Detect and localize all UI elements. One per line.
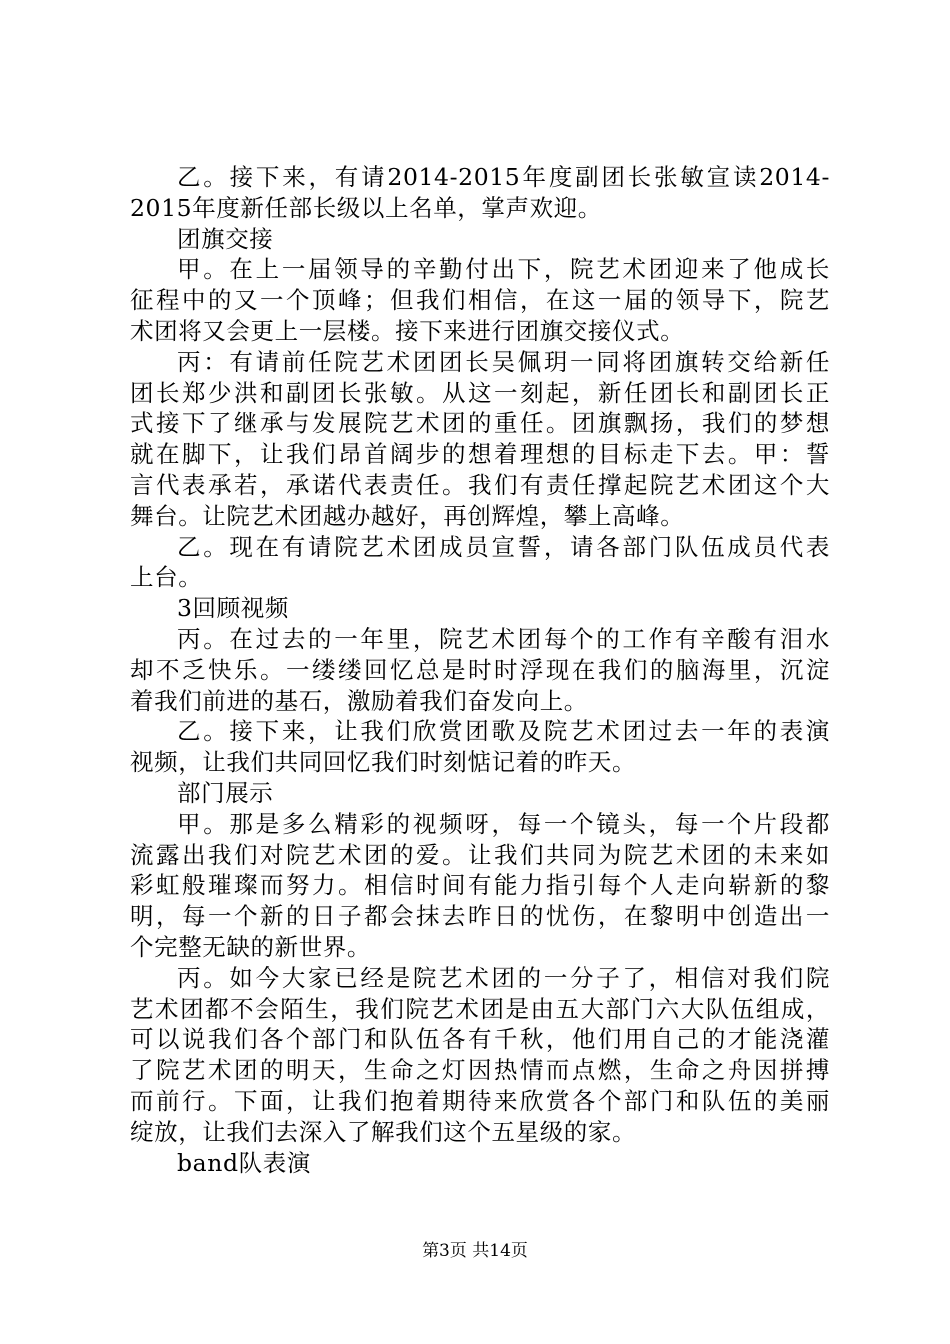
paragraph-line: 征程中的又一个顶峰；但我们相信，在这一届的领导下，院艺 (130, 286, 830, 315)
paragraph-line: 乙。接下来，让我们欣赏团歌及院艺术团过去一年的表演 (177, 717, 830, 746)
paragraph-line: 个完整无缺的新世界。 (130, 932, 371, 961)
paragraph-line: 就在脚下，让我们昂首阔步的想着理想的目标走下去。甲：誓 (130, 440, 830, 469)
section-heading: 3回顾视频 (177, 594, 289, 623)
paragraph-line: 2015年度新任部长级以上名单，掌声欢迎。 (130, 193, 602, 222)
paragraph-line: 而前行。下面，让我们抱着期待来欣赏各个部门和队伍的美丽 (130, 1086, 830, 1115)
paragraph-line: 明，每一个新的日子都会抹去昨日的忧伤，在黎明中创造出一 (130, 902, 830, 931)
paragraph-line: 流露出我们对院艺术团的爱。让我们共同为院艺术团的未来如 (130, 840, 830, 869)
paragraph-line: 丙：有请前任院艺术团团长吴佩玥一同将团旗转交给新任 (177, 347, 830, 376)
page-footer: 第3页 共14页 (422, 1241, 528, 1261)
document-body (130, 162, 830, 1178)
paragraph-line: 艺术团都不会陌生，我们院艺术团是由五大部门六大队伍组成， (130, 994, 830, 1023)
paragraph-line: 丙。如今大家已经是院艺术团的一分子了，相信对我们院 (177, 963, 830, 992)
paragraph-line: 式接下了继承与发展院艺术团的重任。团旗飘扬，我们的梦想 (130, 409, 830, 438)
paragraph-line: 术团将又会更上一层楼。接下来进行团旗交接仪式。 (130, 316, 685, 345)
paragraph-line: 彩虹般璀璨而努力。相信时间有能力指引每个人走向崭新的黎 (130, 871, 830, 900)
paragraph-line: 却不乏快乐。一缕缕回忆总是时时浮现在我们的脑海里，沉淀 (130, 655, 830, 684)
paragraph-line: 绽放，让我们去深入了解我们这个五星级的家。 (130, 1117, 637, 1146)
paragraph-line: 可以说我们各个部门和队伍各有千秋，他们用自己的才能浇灌 (130, 1025, 830, 1054)
paragraph-line: 乙。现在有请院艺术团成员宣誓，请各部门队伍成员代表 (177, 532, 830, 561)
paragraph-line: 丙。在过去的一年里，院艺术团每个的工作有辛酸有泪水 (177, 624, 830, 653)
paragraph-line: 视频，让我们共同回忆我们时刻惦记着的昨天。 (130, 748, 637, 777)
paragraph-line: 乙。接下来，有请2014-2015年度副团长张敏宣读2014- (177, 163, 830, 191)
paragraph-line: 舞台。让院艺术团越办越好，再创辉煌，攀上高峰。 (130, 501, 685, 530)
paragraph-line: 言代表承若，承诺代表责任。我们有责任撑起院艺术团这个大 (130, 470, 830, 499)
paragraph-line: 上台。 (130, 563, 203, 592)
paragraph-line: 团长郑少洪和副团长张敏。从这一刻起，新任团长和副团长正 (130, 378, 830, 407)
paragraph-line: 着我们前进的基石，激励着我们奋发向上。 (130, 686, 588, 715)
section-heading: band队表演 (177, 1148, 311, 1177)
section-heading: 团旗交接 (177, 224, 274, 253)
paragraph-line: 甲。那是多么精彩的视频呀，每一个镜头，每一个片段都 (177, 809, 830, 838)
paragraph-line: 甲。在上一届领导的辛勤付出下，院艺术团迎来了他成长 (177, 255, 830, 284)
section-heading: 部门展示 (177, 778, 274, 807)
paragraph-line: 了院艺术团的明天，生命之灯因热情而点燃，生命之舟因拼搏 (130, 1056, 830, 1085)
